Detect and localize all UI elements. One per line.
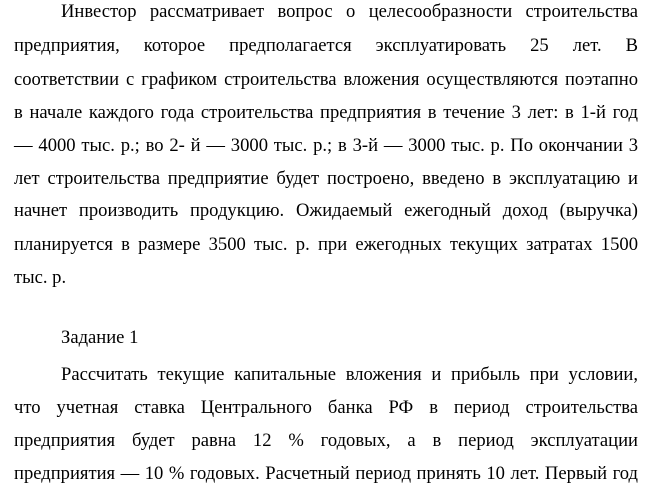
paragraph-1-line-2: предприятия, которое предполагается эксплуатировать 25 лет. В [14, 35, 638, 56]
paragraph-1-line-6: лет строительства предприятие будет построено, введено в эксплуатацию и [14, 168, 638, 189]
paragraph-1-line-1: Инвестор рассматривает вопрос о целесообразности строительства [61, 1, 638, 22]
paragraph-2-line-4: предприятия — 10 % годовых. Расчетный период принять 10 лет. Первый год [14, 463, 638, 484]
paragraph-2-line-2: что учетная ставка Центрального банка РФ в период строительства [14, 397, 638, 418]
paragraph-2-line-3: предприятия будет равна 12 % годовых, а в период эксплуатации [14, 430, 638, 451]
paragraph-1-line-9: тыс. р. [14, 267, 67, 288]
paragraph-1-line-3: соответствии с графиком строительства вложения осуществляются поэтапно [14, 69, 638, 90]
paragraph-1-line-8: планируется в размере 3500 тыс. р. при ежегодных текущих затратах 1500 [14, 234, 638, 255]
paragraph-1-line-7: начнет производить продукцию. Ожидаемый ежегодный доход (выручка) [14, 200, 638, 221]
paragraph-1-line-5: — 4000 тыс. р.; во 2- й — 3000 тыс. р.; в 3-й — 3000 тыс. р. По окончании 3 [14, 135, 638, 156]
paragraph-2-line-1: Рассчитать текущие капитальные вложения и прибыль при условии, [61, 364, 638, 385]
paragraph-1-line-4: в начале каждого года строительства предприятия в течение 3 лет: в 1-й год [14, 102, 638, 123]
task-heading: Задание 1 [61, 327, 139, 348]
